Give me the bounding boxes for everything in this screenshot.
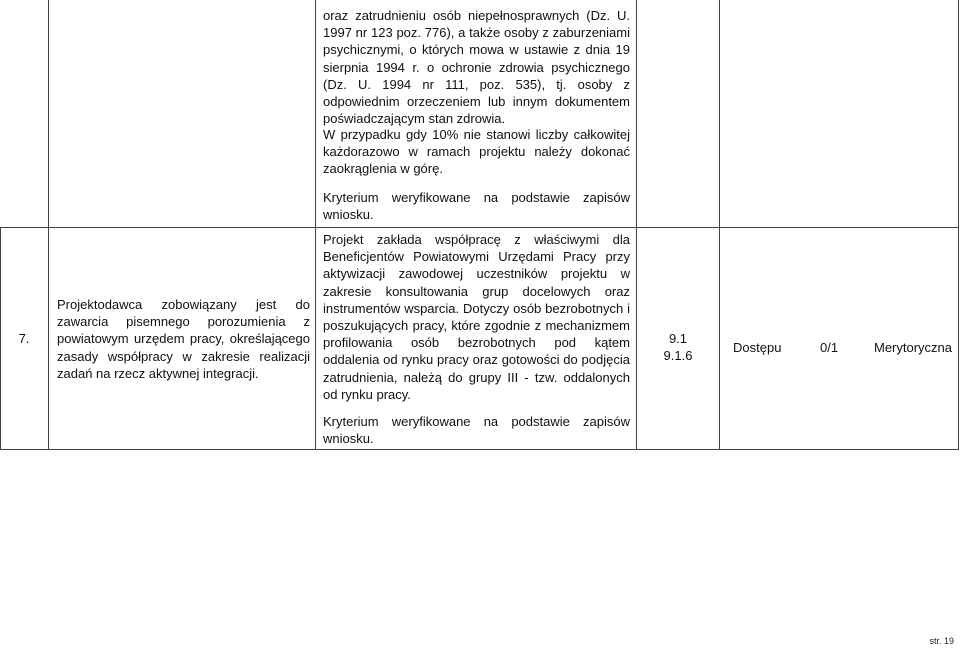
col-divider <box>636 0 637 450</box>
criterion-description: Projekt zakłada współpracę z właściwymi dla Beneficjentów Powiatowymi Urzędami Pracy przy aktywizacji zawodowej uczestników projektu w zakresie konsultowania grup docelowych oraz instrumentów wsparcia. Dotyczy osób bezrobotnych i poszukujących pracy, które zgodnie z mechanizmem profilowania osób bezrobotnych pod kątem oddalenia od rynku pracy oraz gotowości do podjęcia zatrudnienia, należą do grupy III - tzw. oddalonych od rynku pracy. <box>323 232 630 402</box>
measure-code: 9.1 <box>668 331 688 346</box>
submeasure-code: 9.1.6 <box>663 348 693 363</box>
col-divider <box>315 0 316 450</box>
prev-row-desc-part2: W przypadku gdy 10% nie stanowi liczby całkowitej każdorazowo w ramach projektu należy dokonać zaokrąglenia w górę. <box>323 127 630 177</box>
col-divider <box>48 0 49 450</box>
table-bottom-border <box>0 449 958 450</box>
row-divider <box>0 227 958 228</box>
criterion-type: Merytoryczna <box>874 340 953 355</box>
criterion-name: Projektodawca zobowiązany jest do zawarcia pisemnego porozumienia z powiatowym urzędem pracy, określającego zasady współpracy w zakresie realizacji zadań na rzecz aktywnej integracji. <box>57 297 310 381</box>
row-number: 7. <box>18 331 30 346</box>
prev-row-verification-note: Kryterium weryfikowane na podstawie zapisów wniosku. <box>323 190 630 223</box>
criterion-verification-note: Kryterium weryfikowane na podstawie zapisów wniosku. <box>323 414 630 447</box>
col-divider <box>719 0 720 450</box>
criterion-kind: Dostępu <box>733 340 782 355</box>
col-divider <box>958 0 959 450</box>
page-number: str. 19 <box>929 636 954 646</box>
criterion-scoring: 0/1 <box>820 340 839 355</box>
prev-row-desc-part1: oraz zatrudnieniu osób niepełnosprawnych (Dz. U. 1997 nr 123 poz. 776), a także osoby z zaburzeniami psychicznymi, o których mowa w ustawie z dnia 19 sierpnia 1994 r. o ochronie zdrowia psychicznego (Dz. U. 1994 nr 111, poz. 535), tj. osoby z odpowiednim orzeczeniem lub innym dokumentem poświadczającym stan zdrowia. <box>323 8 630 127</box>
